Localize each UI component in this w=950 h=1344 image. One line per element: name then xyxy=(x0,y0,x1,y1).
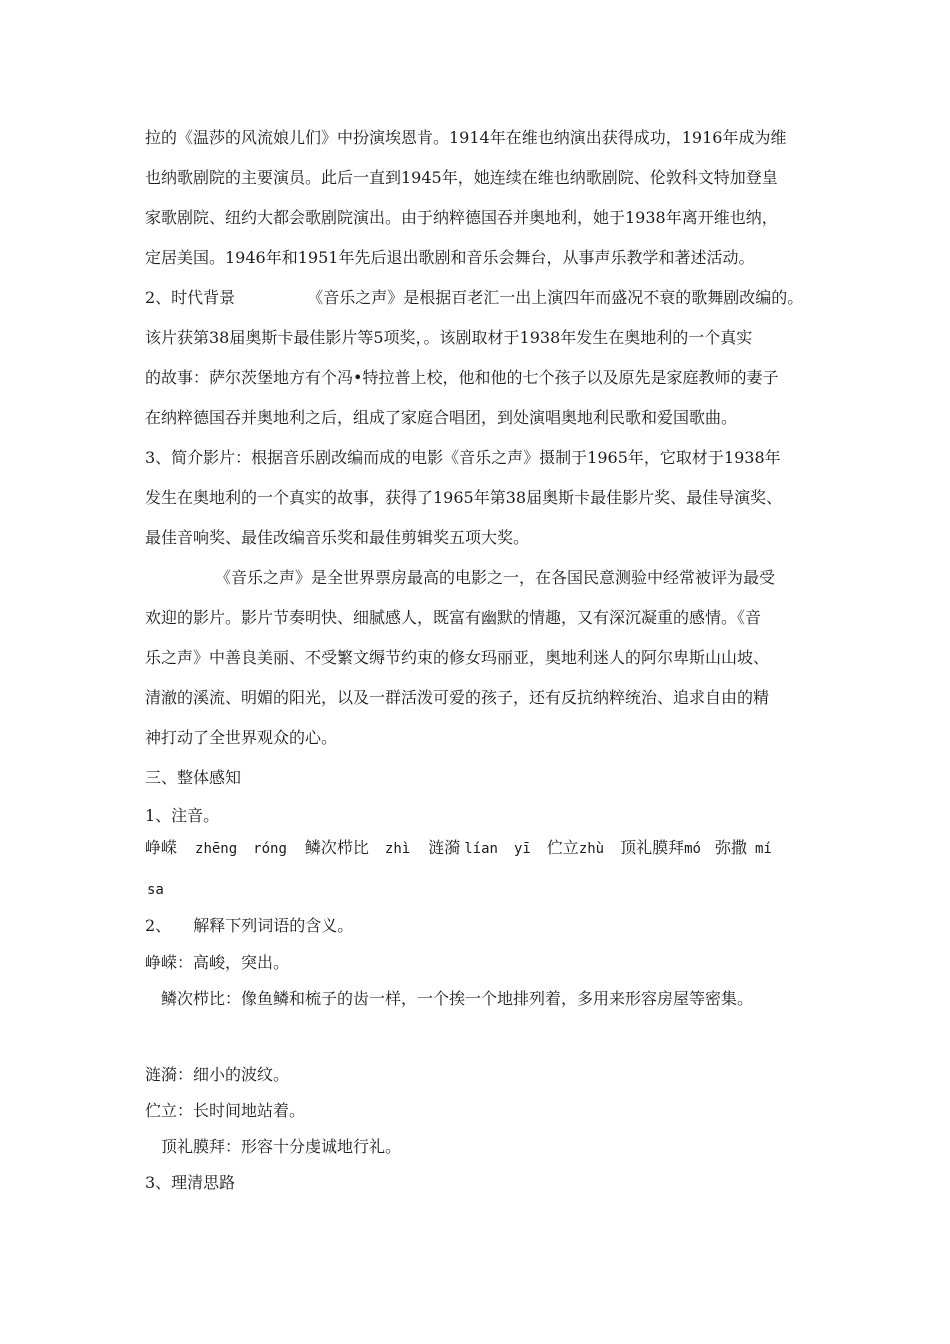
pinyin-sa: sa xyxy=(147,882,164,898)
item-2 xyxy=(145,916,353,936)
pinyin-mo: mó xyxy=(684,841,701,857)
pinyin-line xyxy=(145,838,772,859)
intro-line-3: 最佳音响奖、最佳改编音乐奖和最佳剪辑奖五项大奖。 xyxy=(145,528,530,547)
bio-line-3: 家歌剧院、纽约大都会歌剧院演出。由于纳粹德国吞并奥地利，她于1938年离开维也纳， xyxy=(145,208,778,227)
section-heading: 三、整体感知 xyxy=(145,768,242,787)
item-3: 3、理清思路 xyxy=(145,1173,236,1192)
item-2-number: 2、 xyxy=(145,916,172,935)
background-line-2: 该片获第38届奥斯卡最佳影片等5项奖，。该剧取材于1938年发生在奥地利的一个真实 xyxy=(145,328,753,347)
word-dingli: 顶礼膜拜 xyxy=(620,838,685,857)
definition-dinglimobai: 顶礼膜拜：形容十分虔诚地行礼。 xyxy=(161,1137,402,1156)
bio-line-4: 定居美国。1946年和1951年先后退出歌剧和音乐会舞台，从事声乐教学和著述活动。 xyxy=(145,248,755,267)
pinyin-rong: róng xyxy=(253,841,287,857)
background-line-3: 的故事：萨尔茨堡地方有个冯•特拉普上校，他和他的七个孩子以及原先是家庭教师的妻子 xyxy=(145,368,779,387)
background-line-4: 在纳粹德国吞并奥地利之后，组成了家庭合唱团，到处演唱奥地利民歌和爱国歌曲。 xyxy=(145,408,738,427)
para-line-1: 《音乐之声》是全世界票房最高的电影之一，在各国民意测验中经常被评为最受 xyxy=(215,568,776,587)
intro-line-2: 发生在奥地利的一个真实的故事，获得了1965年第38届奥斯卡最佳影片奖、最佳导演奖、 xyxy=(145,488,783,507)
definition-zhuli: 伫立：长时间地站着。 xyxy=(145,1101,306,1120)
word-lincizhibi: 鳞次栉比 xyxy=(304,838,369,857)
word-zhuli: 伫立 xyxy=(546,838,579,857)
pinyin-lian: lían xyxy=(464,841,498,857)
definition-lianyi: 涟漪：细小的波纹。 xyxy=(145,1065,290,1084)
background-text-1: 《音乐之声》是根据百老汇一出上演四年而盛况不衰的歌舞剧改编的。 xyxy=(307,288,804,307)
para-line-2: 欢迎的影片。影片节奏明快、细腻感人，既富有幽默的情趣，又有深沉凝重的感情。《音 xyxy=(145,608,762,627)
pinyin-zhi: zhì xyxy=(384,841,411,857)
item-1: 1、注音。 xyxy=(145,806,220,825)
para-line-5: 神打动了全世界观众的心。 xyxy=(145,728,338,747)
definition-lincizhibi: 鳞次栉比：像鱼鳞和梳子的齿一样，一个挨一个地排列着，多用来形容房屋等密集。 xyxy=(161,989,754,1008)
bio-line-1: 拉的《温莎的风流娘儿们》中扮演埃恩肯。1914年在维也纳演出获得成功，1916年成为维 xyxy=(145,128,787,147)
background-line-1 xyxy=(145,288,803,308)
background-heading: 2、时代背景 xyxy=(145,288,236,307)
item-2-text: 解释下列词语的含义。 xyxy=(193,916,354,935)
pinyin-yi: yī xyxy=(513,841,531,857)
pinyin-mi: mí xyxy=(755,841,772,857)
word-zhengrong: 峥嵘 xyxy=(145,838,178,857)
para-line-3: 乐之声》中善良美丽、不受繁文缛节约束的修女玛丽亚，奥地利迷人的阿尔卑斯山山坡、 xyxy=(145,648,770,667)
definition-zhengrong: 峥嵘：高峻，突出。 xyxy=(145,953,290,972)
bio-line-2: 也纳歌剧院的主要演员。此后一直到1945年，她连续在维也纳歌剧院、伦敦科文特加登皇 xyxy=(145,168,778,187)
word-misa: 弥撒 xyxy=(714,838,747,857)
pinyin-zheng: zhēng xyxy=(195,841,238,857)
word-lianyi: 涟漪 xyxy=(428,838,461,857)
pinyin-zhu: zhù xyxy=(578,841,605,857)
intro-line-1: 3、简介影片：根据音乐剧改编而成的电影《音乐之声》摄制于1965年，它取材于1938年 xyxy=(145,448,781,467)
para-line-4: 清澈的溪流、明媚的阳光，以及一群活泼可爱的孩子，还有反抗纳粹统治、追求自由的精 xyxy=(145,688,770,707)
